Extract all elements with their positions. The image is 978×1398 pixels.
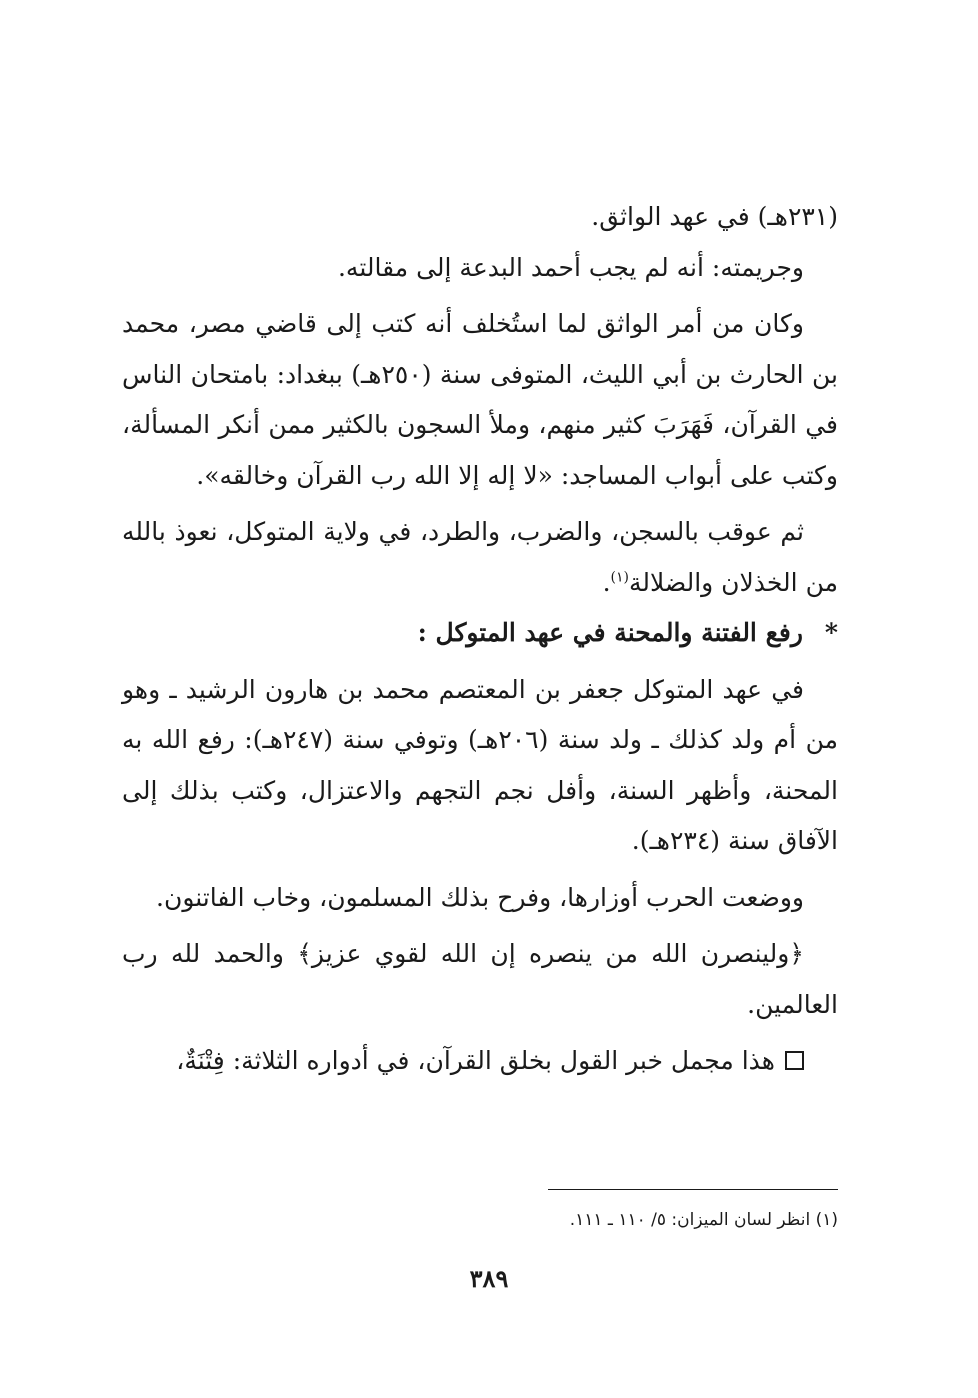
paragraph-wathiq: وكان من أمر الواثق لما استُخلف أنه كتب إلى قاضي مصر، محمد بن الحارث بن أبي الليث، المتوفى سنة (٢٥٠هـ) ببغداد: بامتحان الناس في القرآن، فَهَرَبَ كثير منهم، وملأ السجون بالكثير ممن أنكر المسألة، وكتب على أبواب المساجد: «لا إله إلا الله رب القرآن وخالقه». [122, 309, 839, 490]
paragraph-crime: وجريمته: أنه لم يجب أحمد البدعة إلى مقالته. [337, 252, 804, 282]
heading-star-icon: * [824, 618, 838, 647]
paragraph-continued: (٢٣١هـ) في عهد الواثق. [591, 202, 838, 231]
section-heading [122, 608, 838, 659]
paragraph-summary [122, 1036, 838, 1087]
paragraph-punishment: ثم عوقب بالسجن، والضرب، والطرد، في ولاية المتوكل، نعوذ بالله من الخذلان والضلالة$^{(١)}$. [122, 517, 838, 597]
footnote-reference: (١) [610, 569, 629, 586]
footnote-divider [548, 1189, 838, 1190]
square-bullet-icon [785, 1051, 804, 1070]
footnote: (١) انظر لسان الميزان: ٥/ ١١٠ ـ ١١١. [569, 1210, 838, 1230]
paragraph-mutawakkil: في عهد المتوكل جعفر بن المعتصم محمد بن هارون الرشيد ـ وهو من أم ولد كذلك ـ ولد سنة (٢٠٦هـ) وتوفي سنة (٢٤٧هـ): رفع الله به المحنة، وأظهر السنة، وأفل نجم التجهم والاعتزال، وكتب بذلك إلى الآفاق سنة (٢٣٤هـ). [122, 674, 838, 855]
page-number: ٣٨٩ [469, 1264, 509, 1293]
paragraph-quran-verse: ﴿ولينصرن الله من ينصره إن الله لقوي عزيز﴾ والحمد لله رب العالمين. [122, 939, 838, 1019]
section-heading-text: رفع الفتنة والمحنة في عهد المتوكل : [417, 618, 803, 647]
paragraph-war-ended: ووضعت الحرب أوزارها، وفرح بذلك المسلمون، وخاب الفاتنون. [156, 882, 804, 912]
paragraph-punishment-text: ثم عوقب بالسجن، والضرب، والطرد، في ولاية المتوكل، نعوذ بالله من الخذلان والضلالة [122, 517, 838, 597]
paragraph-summary-text: هذا مجمل خبر القول بخلق القرآن، في أدواره الثلاثة: فِتْنَةٌ، [176, 1046, 775, 1075]
main-text [122, 192, 838, 1087]
